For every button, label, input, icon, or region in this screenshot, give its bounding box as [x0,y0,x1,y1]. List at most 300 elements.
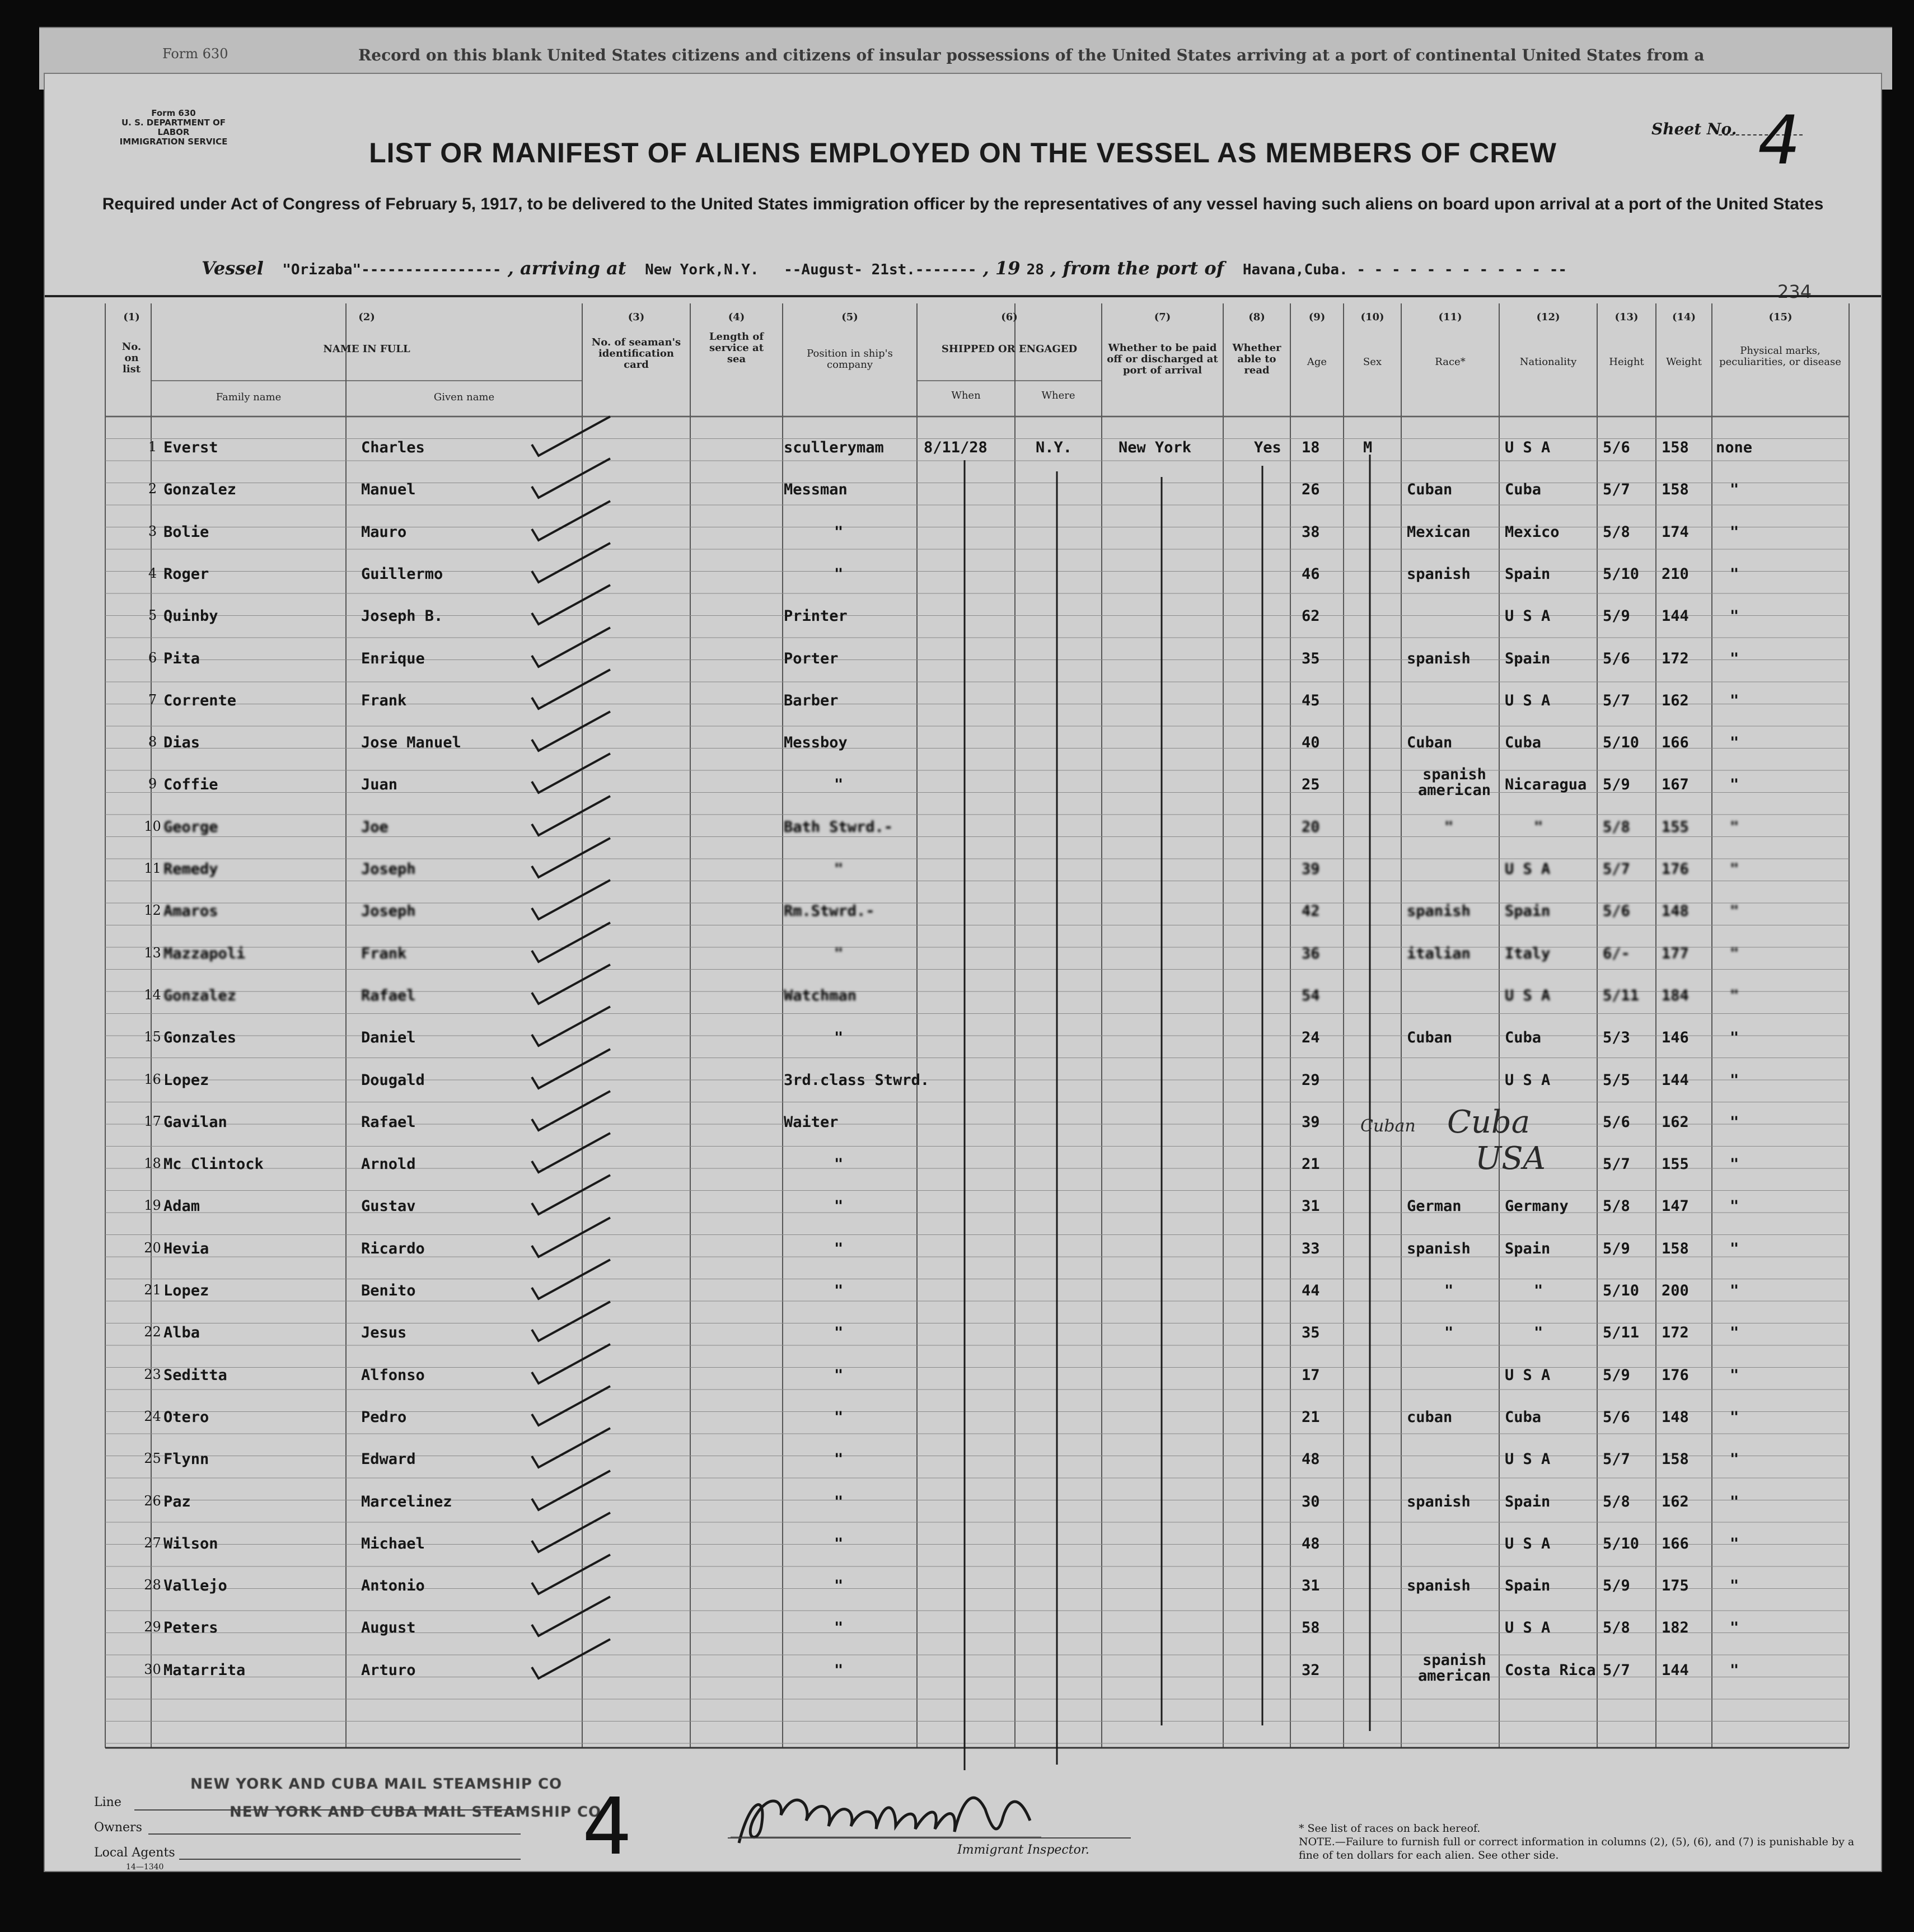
cell-position: " [834,565,844,583]
cell-marks: " [1730,776,1739,794]
cell-weight: 144 [1662,1661,1689,1679]
cell-given: Alfonso [361,1366,425,1384]
cell-position: " [834,1661,844,1679]
sheet-number-value: 4 [1751,102,1808,180]
cell-marks: " [1730,1366,1739,1384]
check-mark-icon [526,667,627,712]
cell-given: Antonio [361,1577,425,1595]
cell-nationality: Spain [1505,565,1551,583]
cell-marks: " [1730,1451,1739,1468]
cell-nationality: " [1534,1282,1543,1299]
cell-age: 45 [1302,691,1320,709]
cell-height: 5/9 [1603,1577,1630,1595]
check-mark-icon [526,540,627,585]
col1-header: No. on list [121,341,142,375]
cell-nationality: Mexico [1505,523,1560,541]
col14-number: (14) [1672,311,1696,323]
check-mark-icon [526,625,627,670]
cell-height: 5/9 [1603,1239,1630,1257]
cell-marks: " [1730,1535,1739,1552]
cell-no: 22 [144,1324,161,1340]
cell-no: 7 [148,691,157,708]
cell-family: Lopez [163,1282,209,1299]
cell-no: 21 [144,1282,161,1298]
col8-header: Whether able to read [1232,342,1281,376]
handwritten-usa-note: USA [1475,1140,1546,1177]
cell-position: " [834,1577,844,1595]
cell-family: Otero [163,1408,209,1426]
cell-family: Pita [163,649,200,667]
cell-given: Jose Manuel [361,734,461,752]
col15-header: Physical marks, peculiarities, or disease [1719,345,1841,368]
cell-age: 38 [1302,523,1320,541]
cell-age: 17 [1302,1366,1320,1384]
cell-age: 35 [1302,649,1320,667]
agents-field [179,1859,521,1860]
cell-family: Gonzalez [163,986,237,1004]
cell-position: " [834,1239,844,1257]
cell-no: 14 [144,986,161,1003]
cell-family: Corrente [163,691,237,709]
cell-height: 5/3 [1603,1029,1630,1047]
cell-age: 58 [1302,1619,1320,1637]
cell-where: N.Y. [1036,439,1073,456]
cell-given: Juan [361,776,398,794]
cell-race: spanish american [1417,1651,1491,1685]
cell-race: spanish [1407,1239,1471,1257]
cell-nationality: U S A [1505,691,1551,709]
check-mark-icon [526,835,627,880]
cell-height: 5/7 [1603,1451,1630,1468]
cell-age: 32 [1302,1661,1320,1679]
check-mark-icon [526,751,627,796]
check-mark-icon [526,1299,627,1344]
cell-race: " [1444,1282,1454,1299]
cell-height: 5/10 [1603,734,1640,752]
arriving-label: , arriving at [507,258,626,279]
cell-given: Daniel [361,1029,416,1047]
cell-position: " [834,1535,844,1552]
cell-weight: 177 [1662,944,1689,962]
cell-family: Everst [163,439,218,456]
check-mark-icon [526,1468,627,1513]
cell-marks: " [1730,860,1739,878]
cell-age: 18 [1302,439,1320,456]
cell-nationality: Spain [1505,1577,1551,1595]
cell-family: Seditta [163,1366,227,1384]
cell-no: 13 [144,944,161,961]
cell-given: Marcelinez [361,1493,452,1510]
cell-marks: " [1730,1029,1739,1047]
handwritten-sheet-number: 4 [582,1781,633,1873]
cell-position: Printer [784,607,848,625]
col7-number: (7) [1154,311,1171,323]
cell-family: Alba [163,1324,200,1342]
col6-number: (6) [1001,311,1018,323]
cell-no: 17 [144,1113,161,1129]
cell-height: 5/11 [1603,1324,1640,1342]
check-mark-icon [526,1510,627,1555]
cell-given: Ricardo [361,1239,425,1257]
check-mark-icon [526,1004,627,1049]
check-mark-icon [526,456,627,500]
cell-nationality: Nicaragua [1505,776,1587,794]
cell-weight: 174 [1662,523,1689,541]
cell-family: Bolie [163,523,209,541]
cell-marks: " [1730,649,1739,667]
cell-no: 12 [144,902,161,919]
cell-given: Joseph [361,902,416,920]
check-mark-icon [526,877,627,922]
cell-position: " [834,1282,844,1299]
col2-header: NAME IN FULL [323,343,410,355]
cell-race: spanish [1407,649,1471,667]
cell-no: 29 [144,1619,161,1635]
cell-marks: " [1730,1577,1739,1595]
cell-given: Charles [361,439,425,456]
cell-race: italian [1407,944,1471,962]
cell-position: Barber [784,691,839,709]
cell-family: Peters [163,1619,218,1637]
cell-no: 16 [144,1071,161,1087]
cell-height: 5/6 [1603,649,1630,667]
cell-position: Rm.Stwrd.- [784,902,875,920]
col5-number: (5) [841,311,858,323]
cell-nationality: " [1534,1324,1543,1342]
cell-height: 5/7 [1603,1661,1630,1679]
agents-label: Local Agents [94,1846,175,1860]
cell-marks: " [1730,1071,1739,1089]
cell-given: Pedro [361,1408,407,1426]
col4-header: Length of service at sea [709,331,764,365]
vessel-name: "Orizaba"---------------- [282,261,502,278]
cell-family: Matarrita [163,1661,246,1679]
cell-age: 33 [1302,1239,1320,1257]
cell-marks: " [1730,1661,1739,1679]
cell-nationality: Cuba [1505,481,1542,499]
col1-number: (1) [123,311,140,323]
check-mark-icon [526,1215,627,1260]
vessel-label: Vessel [202,258,264,279]
cell-nationality: U S A [1505,1366,1551,1384]
cell-given: Mauro [361,523,407,541]
back-form-number: Form 630 [162,46,228,62]
cell-no: 11 [144,860,161,876]
col14-header: Weight [1666,356,1702,368]
cell-position: Porter [784,649,839,667]
col6-header: SHIPPED OR ENGAGED [941,343,1078,355]
cell-given: Rafael [361,986,416,1004]
cell-given: Frank [361,691,407,709]
cell-height: 5/5 [1603,1071,1630,1089]
cell-given: Jesus [361,1324,407,1342]
cell-race: spanish [1407,902,1471,920]
cell-family: Dias [163,734,200,752]
cell-no: 28 [144,1577,161,1593]
cell-marks: " [1730,1239,1739,1257]
department-name: U. S. DEPARTMENT OF LABOR [121,118,226,137]
line-label: Line [94,1795,121,1809]
col15-number: (15) [1768,311,1793,323]
cell-race: German [1407,1197,1462,1215]
cell-position: " [834,1197,844,1215]
cell-weight: 148 [1662,1408,1689,1426]
cell-family: Paz [163,1493,191,1510]
cell-position: " [834,776,844,794]
cell-age: 46 [1302,565,1320,583]
cell-family: Mazzapoli [163,944,246,962]
cell-race: Cuban [1407,734,1453,752]
check-mark-icon [526,793,627,838]
cell-family: Wilson [163,1535,218,1552]
cell-height: 5/8 [1603,1619,1630,1637]
cell-given: Michael [361,1535,425,1552]
cell-age: 44 [1302,1282,1320,1299]
cell-given: Dougald [361,1071,425,1089]
cell-given: Arnold [361,1156,416,1173]
check-mark-icon [526,1552,627,1597]
cell-no: 10 [144,818,161,834]
owners-field [148,1833,521,1835]
cell-nationality: Spain [1505,1239,1551,1257]
cell-weight: 182 [1662,1619,1689,1637]
cell-family: Flynn [163,1451,209,1468]
check-mark-icon [526,962,627,1007]
cell-age: 31 [1302,1197,1320,1215]
cell-position: Bath Stwrd.- [784,818,893,836]
back-sheet-text: Record on this blank United States citizens and citizens of insular possessions of the United States arriving at a port of continental United States from a [358,46,1705,64]
col9-number: (9) [1308,311,1326,323]
page-title: LIST OR MANIFEST OF ALIENS EMPLOYED ON THE VESSEL AS MEMBERS OF CREW [369,137,1557,169]
check-mark-icon [526,1257,627,1302]
cell-weight: 166 [1662,1535,1689,1552]
cell-given: Benito [361,1282,416,1299]
cell-position: " [834,523,844,541]
cell-position: " [834,1493,844,1510]
sheet-number-label: Sheet No. [1651,120,1737,138]
cell-no: 6 [148,649,157,666]
cell-age: 40 [1302,734,1320,752]
check-mark-icon [526,1130,627,1175]
from-label: , from the port of [1050,258,1224,279]
cell-weight: 162 [1662,691,1689,709]
arrival-year: 28 [1026,261,1044,278]
cell-marks: " [1730,1113,1739,1131]
cell-family: Mc Clintock [163,1156,264,1173]
cell-read: Yes [1254,439,1281,456]
cell-age: 26 [1302,481,1320,499]
col10-number: (10) [1360,311,1384,323]
cell-weight: 176 [1662,860,1689,878]
cell-height: 5/11 [1603,986,1640,1004]
cell-nationality: Spain [1505,649,1551,667]
cell-height: 5/8 [1603,818,1630,836]
cell-position: " [834,1029,844,1047]
cell-family: Roger [163,565,209,583]
cell-race: cuban [1407,1408,1453,1426]
cell-age: 36 [1302,944,1320,962]
cell-age: 42 [1302,902,1320,920]
cell-weight: 144 [1662,607,1689,625]
cell-height: 5/9 [1603,607,1630,625]
page-number: 234 [1777,281,1812,302]
cell-weight: 158 [1662,439,1689,456]
cell-position: scullerymam [784,439,884,456]
col10-header: Sex [1363,356,1382,368]
cell-weight: 144 [1662,1071,1689,1089]
cell-height: 5/10 [1603,1282,1640,1299]
col7-header: Whether to be paid off or discharged at port of arrival [1107,342,1218,376]
cell-age: 24 [1302,1029,1320,1047]
cell-race: " [1444,818,1454,836]
cell-weight: 158 [1662,1451,1689,1468]
cell-nationality: U S A [1505,1535,1551,1552]
cell-height: 5/6 [1603,1113,1630,1131]
handwritten-race-note: Cuban [1360,1116,1416,1136]
cell-no: 3 [148,523,157,539]
cell-age: 35 [1302,1324,1320,1342]
cell-no: 4 [148,565,157,581]
cell-position: " [834,1366,844,1384]
cell-marks: " [1730,986,1739,1004]
cell-race: Cuban [1407,481,1453,499]
cell-nationality: Spain [1505,902,1551,920]
cell-marks: " [1730,1408,1739,1426]
cell-no: 19 [144,1197,161,1214]
handwritten-nationality-note: Cuba [1447,1104,1531,1140]
cell-marks: " [1730,1197,1739,1215]
cell-no: 25 [144,1451,161,1467]
cell-age: 48 [1302,1451,1320,1468]
manifest-sheet [44,73,1882,1872]
cell-nationality: U S A [1505,1451,1551,1468]
cell-age: 21 [1302,1156,1320,1173]
cell-weight: 184 [1662,986,1689,1004]
form-code: 14—1340 [126,1863,164,1872]
cell-race: spanish [1407,1493,1471,1510]
cell-weight: 176 [1662,1366,1689,1384]
cell-position: 3rd.class Stwrd. [784,1071,930,1089]
cell-weight: 162 [1662,1113,1689,1131]
cell-paid-off: New York [1119,439,1192,456]
cell-nationality: U S A [1505,607,1551,625]
cell-height: 5/9 [1603,1366,1630,1384]
cell-height: 5/8 [1603,1493,1630,1510]
cell-no: 8 [148,734,157,750]
col4-number: (4) [728,311,745,323]
cell-weight: 155 [1662,818,1689,836]
cell-nationality: " [1534,818,1543,836]
footnote-races: * See list of races on back hereof. [1299,1822,1481,1835]
cell-position: Watchman [784,986,857,1004]
check-mark-icon [526,1594,627,1639]
check-mark-icon [526,1172,627,1217]
cell-marks: " [1730,1156,1739,1173]
cell-family: Amaros [163,902,218,920]
cell-given: Guillermo [361,565,443,583]
cell-no: 1 [148,439,157,455]
cell-height: 5/7 [1603,1156,1630,1173]
cell-no: 26 [144,1493,161,1509]
cell-position: " [834,944,844,962]
cell-given: Rafael [361,1113,416,1131]
cell-given: Frank [361,944,407,962]
cell-given: Edward [361,1451,416,1468]
cell-race: spanish [1407,1577,1471,1595]
cell-no: 20 [144,1239,161,1256]
cell-age: 29 [1302,1071,1320,1089]
cell-height: 5/6 [1603,439,1630,456]
inspector-signature [728,1776,1075,1854]
cell-nationality: U S A [1505,860,1551,878]
cell-height: 6/- [1603,944,1630,962]
cell-given: Joseph B. [361,607,443,625]
cell-position: " [834,1324,844,1342]
cell-marks: " [1730,944,1739,962]
cell-family: Gonzales [163,1029,237,1047]
col2-family-header: Family name [216,391,282,403]
cell-position: " [834,1619,844,1637]
check-mark-icon [526,920,627,965]
cell-family: Quinby [163,607,218,625]
cell-race: " [1444,1324,1454,1342]
cell-weight: 162 [1662,1493,1689,1510]
cell-age: 39 [1302,1113,1320,1131]
cell-marks: " [1730,734,1739,752]
cell-marks: " [1730,1493,1739,1510]
cell-height: 5/6 [1603,1408,1630,1426]
cell-position: " [834,1451,844,1468]
col5-header: Position in ship's company [807,348,893,371]
footnote-penalty: NOTE.—Failure to furnish full or correct information in columns (2), (5), (6), and (7) is punishable by a fine of ten dollars for each alien. See other side. [1299,1836,1855,1861]
cell-height: 5/10 [1603,1535,1640,1552]
cell-age: 31 [1302,1577,1320,1595]
cell-height: 5/8 [1603,1197,1630,1215]
cell-given: Manuel [361,481,416,499]
cell-marks: " [1730,1619,1739,1637]
cell-family: Lopez [163,1071,209,1089]
cell-weight: 148 [1662,902,1689,920]
cell-position: " [834,1156,844,1173]
col2-given-header: Given name [433,391,495,403]
arrival-port: New York,N.Y. [645,261,759,278]
cell-nationality: U S A [1505,1071,1551,1089]
cell-height: 5/8 [1603,523,1630,541]
cell-height: 5/10 [1603,565,1640,583]
cell-nationality: U S A [1505,986,1551,1004]
check-mark-icon [526,1046,627,1091]
cell-weight: 172 [1662,649,1689,667]
cell-weight: 167 [1662,776,1689,794]
inspector-field [728,1837,1131,1839]
col3-number: (3) [628,311,645,323]
check-mark-icon [526,1341,627,1386]
col8-number: (8) [1248,311,1265,323]
check-mark-icon [526,414,627,459]
cell-no: 23 [144,1366,161,1382]
cell-position: " [834,860,844,878]
cell-position: Waiter [784,1113,839,1131]
cell-family: Coffie [163,776,218,794]
col6-where-header: Where [1041,390,1075,401]
arrival-date: --August- 21st.------- [784,261,977,278]
check-mark-icon [526,1425,627,1470]
cell-weight: 155 [1662,1156,1689,1173]
check-mark-icon [526,1383,627,1428]
cell-marks: " [1730,1324,1739,1342]
cell-given: Gustav [361,1197,416,1215]
cell-weight: 166 [1662,734,1689,752]
